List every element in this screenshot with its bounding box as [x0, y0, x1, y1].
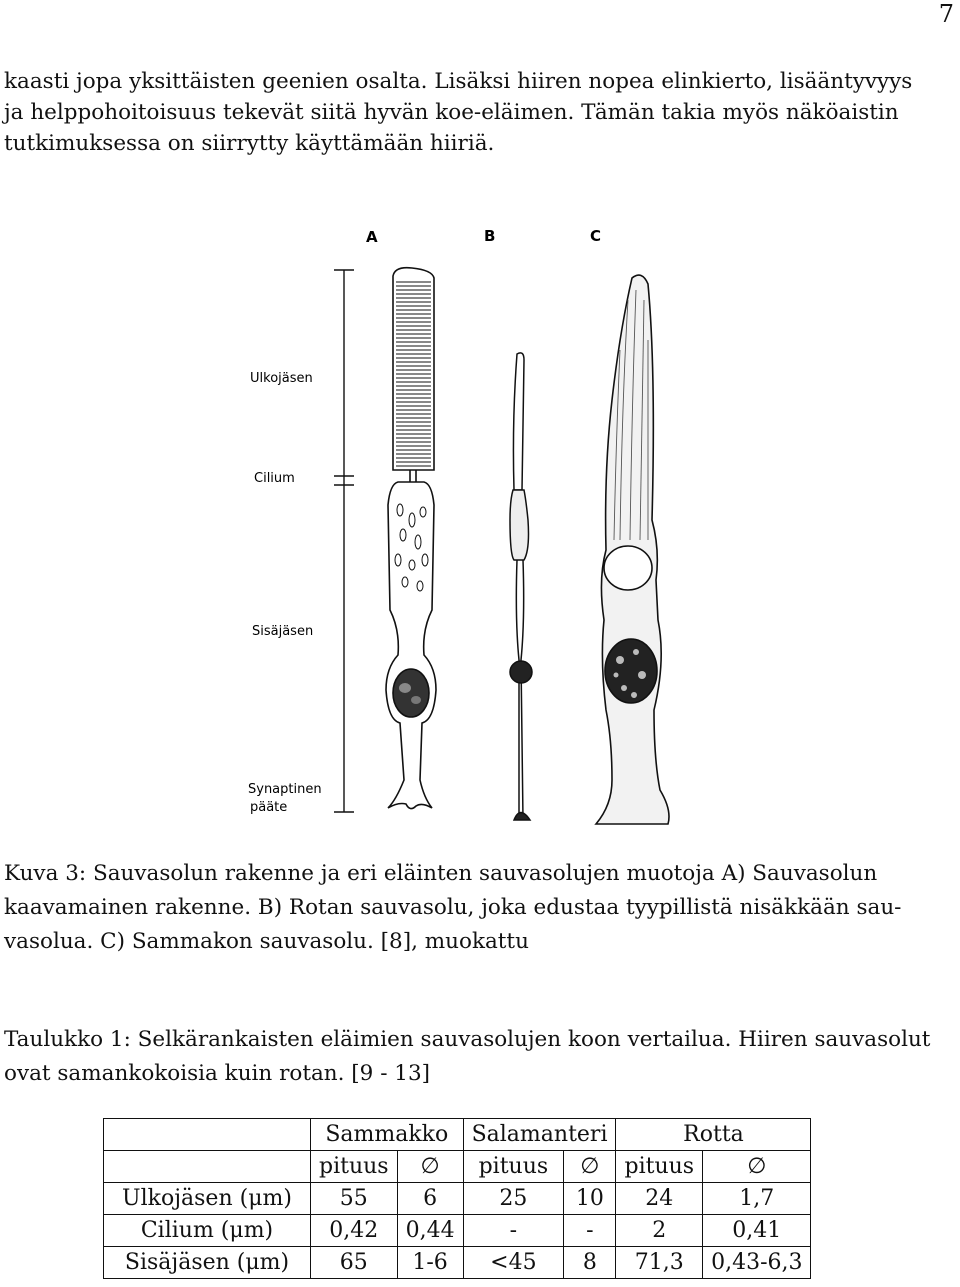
table-row [104, 1247, 811, 1279]
table-corner-cell [104, 1119, 311, 1151]
table-cell: 6 [397, 1183, 463, 1215]
intro-line: kaasti jopa yksittäisten geenien osalta. Lisäksi hiiren nopea elinkierto, lisääntyvyys [4, 69, 913, 94]
subheader-cell: ∅ [703, 1151, 811, 1183]
scale-bar [334, 270, 354, 812]
table-cell: <45 [463, 1247, 564, 1279]
row-label: Ulkojäsen (μm) [104, 1183, 311, 1215]
table-cell: 0,43-6,3 [703, 1247, 811, 1279]
table-row [104, 1215, 811, 1247]
rod-size-table [103, 1118, 811, 1279]
species-header: Salamanteri [463, 1119, 616, 1151]
figure-letter-c: C [590, 227, 602, 245]
figure-caption-line: kaavamainen rakenne. B) Rotan sauvasolu, joka edustaa tyypillistä nisäkkään sau- [4, 895, 902, 920]
table-cell: 0,44 [397, 1215, 463, 1247]
table-subheader-row [104, 1151, 811, 1183]
table-corner-cell [104, 1151, 311, 1183]
rod-cell-b [510, 353, 532, 820]
table-cell: 0,42 [311, 1215, 398, 1247]
table-cell: 1-6 [397, 1247, 463, 1279]
table-row [104, 1183, 811, 1215]
table-cell: 55 [311, 1183, 398, 1215]
table-header-row [104, 1119, 811, 1151]
table-cell: 24 [616, 1183, 703, 1215]
subheader-cell: pituus [463, 1151, 564, 1183]
intro-line: ja helppohoitoisuus tekevät siitä hyvän koe-eläimen. Tämän takia myös näköaistin [4, 100, 899, 125]
table-cell: 10 [564, 1183, 616, 1215]
label-cilium: Cilium [254, 471, 295, 486]
label-synaptic-2: pääte [250, 800, 288, 815]
intro-paragraph [4, 66, 956, 159]
table-cell: 25 [463, 1183, 564, 1215]
label-inner-segment: Sisäjäsen [252, 624, 314, 639]
subheader-cell: pituus [311, 1151, 398, 1183]
species-header: Sammakko [311, 1119, 464, 1151]
label-outer-segment: Ulkojäsen [250, 371, 313, 386]
rod-cell-a [386, 268, 436, 809]
row-label: Sisäjäsen (μm) [104, 1247, 311, 1279]
figure-caption-line: vasolua. C) Sammakon sauvasolu. [8], muokattu [4, 929, 529, 954]
table-cell: - [564, 1215, 616, 1247]
table-cell: 65 [311, 1247, 398, 1279]
label-synaptic-1: Synaptinen [248, 782, 322, 797]
table-cell: 8 [564, 1247, 616, 1279]
table-cell: 0,41 [703, 1215, 811, 1247]
figure-caption-line: Kuva 3: Sauvasolun rakenne ja eri eläinten sauvasolujen muotoja A) Sauvasolun [4, 861, 878, 886]
subheader-cell: ∅ [564, 1151, 616, 1183]
intro-line: tutkimuksessa on siirrytty käyttämään hiiriä. [4, 131, 495, 156]
table-caption-line: Taulukko 1: Selkärankaisten eläimien sauvasolujen koon vertailua. Hiiren sauvasolut [4, 1027, 931, 1052]
subheader-cell: ∅ [397, 1151, 463, 1183]
species-header: Rotta [616, 1119, 811, 1151]
figure-letter-a: A [366, 228, 378, 246]
table-cell: - [463, 1215, 564, 1247]
subheader-cell: pituus [616, 1151, 703, 1183]
table-caption-line: ovat samankokoisia kuin rotan. [9 - 13] [4, 1061, 431, 1086]
table-cell: 2 [616, 1215, 703, 1247]
row-label: Cilium (μm) [104, 1215, 311, 1247]
table-cell: 71,3 [616, 1247, 703, 1279]
figure-caption [4, 857, 956, 959]
figure-letter-b: B [484, 227, 496, 245]
rod-cell-figure [240, 220, 680, 830]
table-caption [4, 1023, 956, 1091]
table-cell: 1,7 [703, 1183, 811, 1215]
page-number: 7 [938, 0, 954, 28]
rod-cell-c [596, 275, 669, 824]
